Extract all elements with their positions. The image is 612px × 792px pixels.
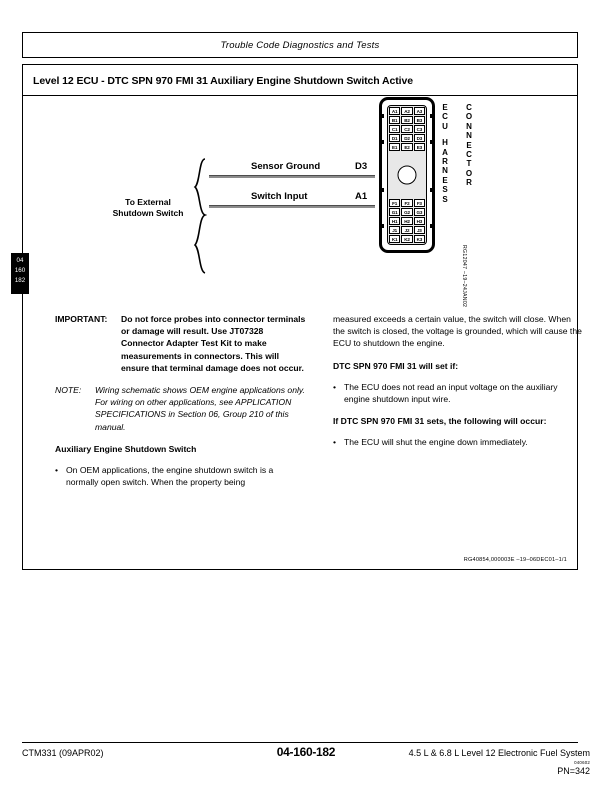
list-item bbox=[333, 381, 585, 405]
pin-cell-b3: B3 bbox=[414, 116, 425, 124]
bullet-icon: • bbox=[55, 465, 59, 476]
wire-brace-icon bbox=[191, 157, 207, 275]
footer-system-name: 4.5 L & 6.8 L Level 12 Electronic Fuel System bbox=[408, 748, 590, 758]
important-label: IMPORTANT: bbox=[55, 314, 108, 324]
connector-keyway-icon bbox=[398, 166, 417, 185]
pin-ref-sensor-ground: D3 bbox=[355, 161, 368, 172]
wiring-schematic-figure bbox=[23, 95, 579, 308]
pin-cell-h1: H1 bbox=[389, 217, 400, 225]
connector-latch-icon bbox=[430, 114, 435, 118]
footer-manual-id: CTM331 (09APR02) bbox=[22, 748, 104, 758]
pin-ref-switch-input: A1 bbox=[355, 191, 368, 202]
subheading-aux-switch: Auxiliary Engine Shutdown Switch bbox=[55, 443, 197, 454]
footer-pn: PN=342 bbox=[557, 766, 590, 776]
list-item bbox=[333, 436, 585, 448]
wire-label-switch-input: Switch Input bbox=[251, 191, 308, 202]
pin-cell-c3: C3 bbox=[414, 125, 425, 133]
label-ecu-harness: E C U H A R N E S S bbox=[442, 103, 448, 204]
pin-cell-j1: J1 bbox=[389, 226, 400, 234]
pin-cell-b1: B1 bbox=[389, 116, 400, 124]
list-item bbox=[55, 464, 307, 488]
pin-cell-b2: B2 bbox=[401, 116, 412, 124]
wire-switch-input bbox=[209, 205, 375, 208]
footer-divider bbox=[22, 742, 578, 743]
connector-latch-icon bbox=[379, 224, 384, 228]
continuation-text: measured exceeds a certain value, the switch will close. When the switch is closed, the voltage is grounded, which will cause the ECU to shutdown the engine. bbox=[333, 314, 582, 349]
margin-tab-line-1: 04 bbox=[16, 257, 24, 264]
pin-cell-h2: H2 bbox=[401, 217, 412, 225]
subheading-set-if: DTC SPN 970 FMI 31 will set if: bbox=[333, 360, 459, 371]
pin-cell-d1: D1 bbox=[389, 134, 400, 142]
connector-latch-icon bbox=[379, 140, 384, 144]
list-item-text: The ECU does not read an input voltage on the auxiliary engine shutdown input wire. bbox=[344, 381, 558, 405]
pin-grid-bottom bbox=[388, 198, 426, 244]
pin-cell-c2: C2 bbox=[401, 125, 412, 133]
pin-cell-k2: K2 bbox=[401, 235, 412, 243]
pin-cell-j2: J2 bbox=[401, 226, 412, 234]
margin-tab-line-3: 182 bbox=[14, 277, 26, 284]
running-title: Trouble Code Diagnostics and Tests bbox=[220, 40, 380, 51]
note-label: NOTE: bbox=[55, 385, 82, 396]
page-title: Level 12 ECU - DTC SPN 970 FMI 31 Auxiliary Engine Shutdown Switch Active bbox=[33, 75, 413, 87]
pin-grid-top bbox=[388, 106, 426, 152]
body-column-left bbox=[55, 313, 307, 498]
list-item-text: On OEM applications, the engine shutdown switch is a normally open switch. When the property being bbox=[66, 465, 274, 488]
external-switch-label: To External Shutdown Switch bbox=[112, 197, 184, 218]
ecu-harness-connector bbox=[379, 97, 435, 253]
pin-cell-f1: F1 bbox=[389, 199, 400, 207]
margin-tab-line-2: 160 bbox=[14, 267, 26, 274]
content-frame bbox=[22, 64, 582, 570]
bullet-icon: • bbox=[333, 437, 337, 448]
pin-cell-k1: K1 bbox=[389, 235, 400, 243]
pin-cell-h3: H3 bbox=[414, 217, 425, 225]
pin-cell-e2: E2 bbox=[401, 143, 412, 151]
subheading-occur: If DTC SPN 970 FMI 31 sets, the following will occur: bbox=[333, 416, 547, 427]
note-block bbox=[55, 384, 307, 433]
label-connector: C O N N E C T O R bbox=[465, 103, 473, 188]
footer-date-code: 040602 bbox=[574, 760, 590, 765]
pin-cell-a1: A1 bbox=[389, 107, 400, 115]
connector-latch-icon bbox=[430, 224, 435, 228]
pin-cell-k3: K3 bbox=[414, 235, 425, 243]
connector-latch-icon bbox=[379, 114, 384, 118]
body-column-right bbox=[333, 313, 585, 459]
bullet-icon: • bbox=[333, 381, 337, 392]
list-item-text: The ECU will shut the engine down immediately. bbox=[344, 437, 528, 448]
important-block bbox=[55, 313, 307, 374]
pin-cell-g3: G3 bbox=[414, 208, 425, 216]
pin-cell-f3: F3 bbox=[414, 199, 425, 207]
footer-page-number: 04-160-182 bbox=[276, 745, 336, 759]
figure-reference-code: RG12047 –19–24JAN02 bbox=[461, 245, 467, 308]
margin-index-tab bbox=[11, 253, 29, 294]
pin-cell-c1: C1 bbox=[389, 125, 400, 133]
pin-cell-j3: J3 bbox=[414, 226, 425, 234]
wire-sensor-ground bbox=[209, 175, 375, 178]
pin-cell-e1: E1 bbox=[389, 143, 400, 151]
pin-cell-d3: D3 bbox=[414, 134, 425, 142]
page-header bbox=[22, 32, 578, 58]
pin-cell-f2: F2 bbox=[401, 199, 412, 207]
connector-latch-icon bbox=[430, 188, 435, 192]
pin-cell-g1: G1 bbox=[389, 208, 400, 216]
connector-inner-body bbox=[387, 105, 427, 245]
connector-latch-icon bbox=[430, 140, 435, 144]
pin-cell-g2: G2 bbox=[401, 208, 412, 216]
pin-cell-e3: E3 bbox=[414, 143, 425, 151]
document-reference-code: RG40854,000003E –19–06DEC01–1/1 bbox=[463, 557, 567, 563]
important-text: Do not force probes into connector terminals or damage will result. Use JT07328 Connector Adapter Test Kit to make measurements in connectors. This will ensure that terminal damage does not occur. bbox=[121, 314, 306, 373]
pin-cell-d2: D2 bbox=[401, 134, 412, 142]
wire-label-sensor-ground: Sensor Ground bbox=[251, 161, 321, 172]
connector-latch-icon bbox=[379, 188, 384, 192]
pin-cell-a2: A2 bbox=[401, 107, 412, 115]
note-text: Wiring schematic shows OEM engine applications only. For wiring on other applications, see APPLICATION SPECIFICATIONS in Section 06, Group 210 of this manual. bbox=[95, 385, 305, 432]
pin-cell-a3: A3 bbox=[414, 107, 425, 115]
